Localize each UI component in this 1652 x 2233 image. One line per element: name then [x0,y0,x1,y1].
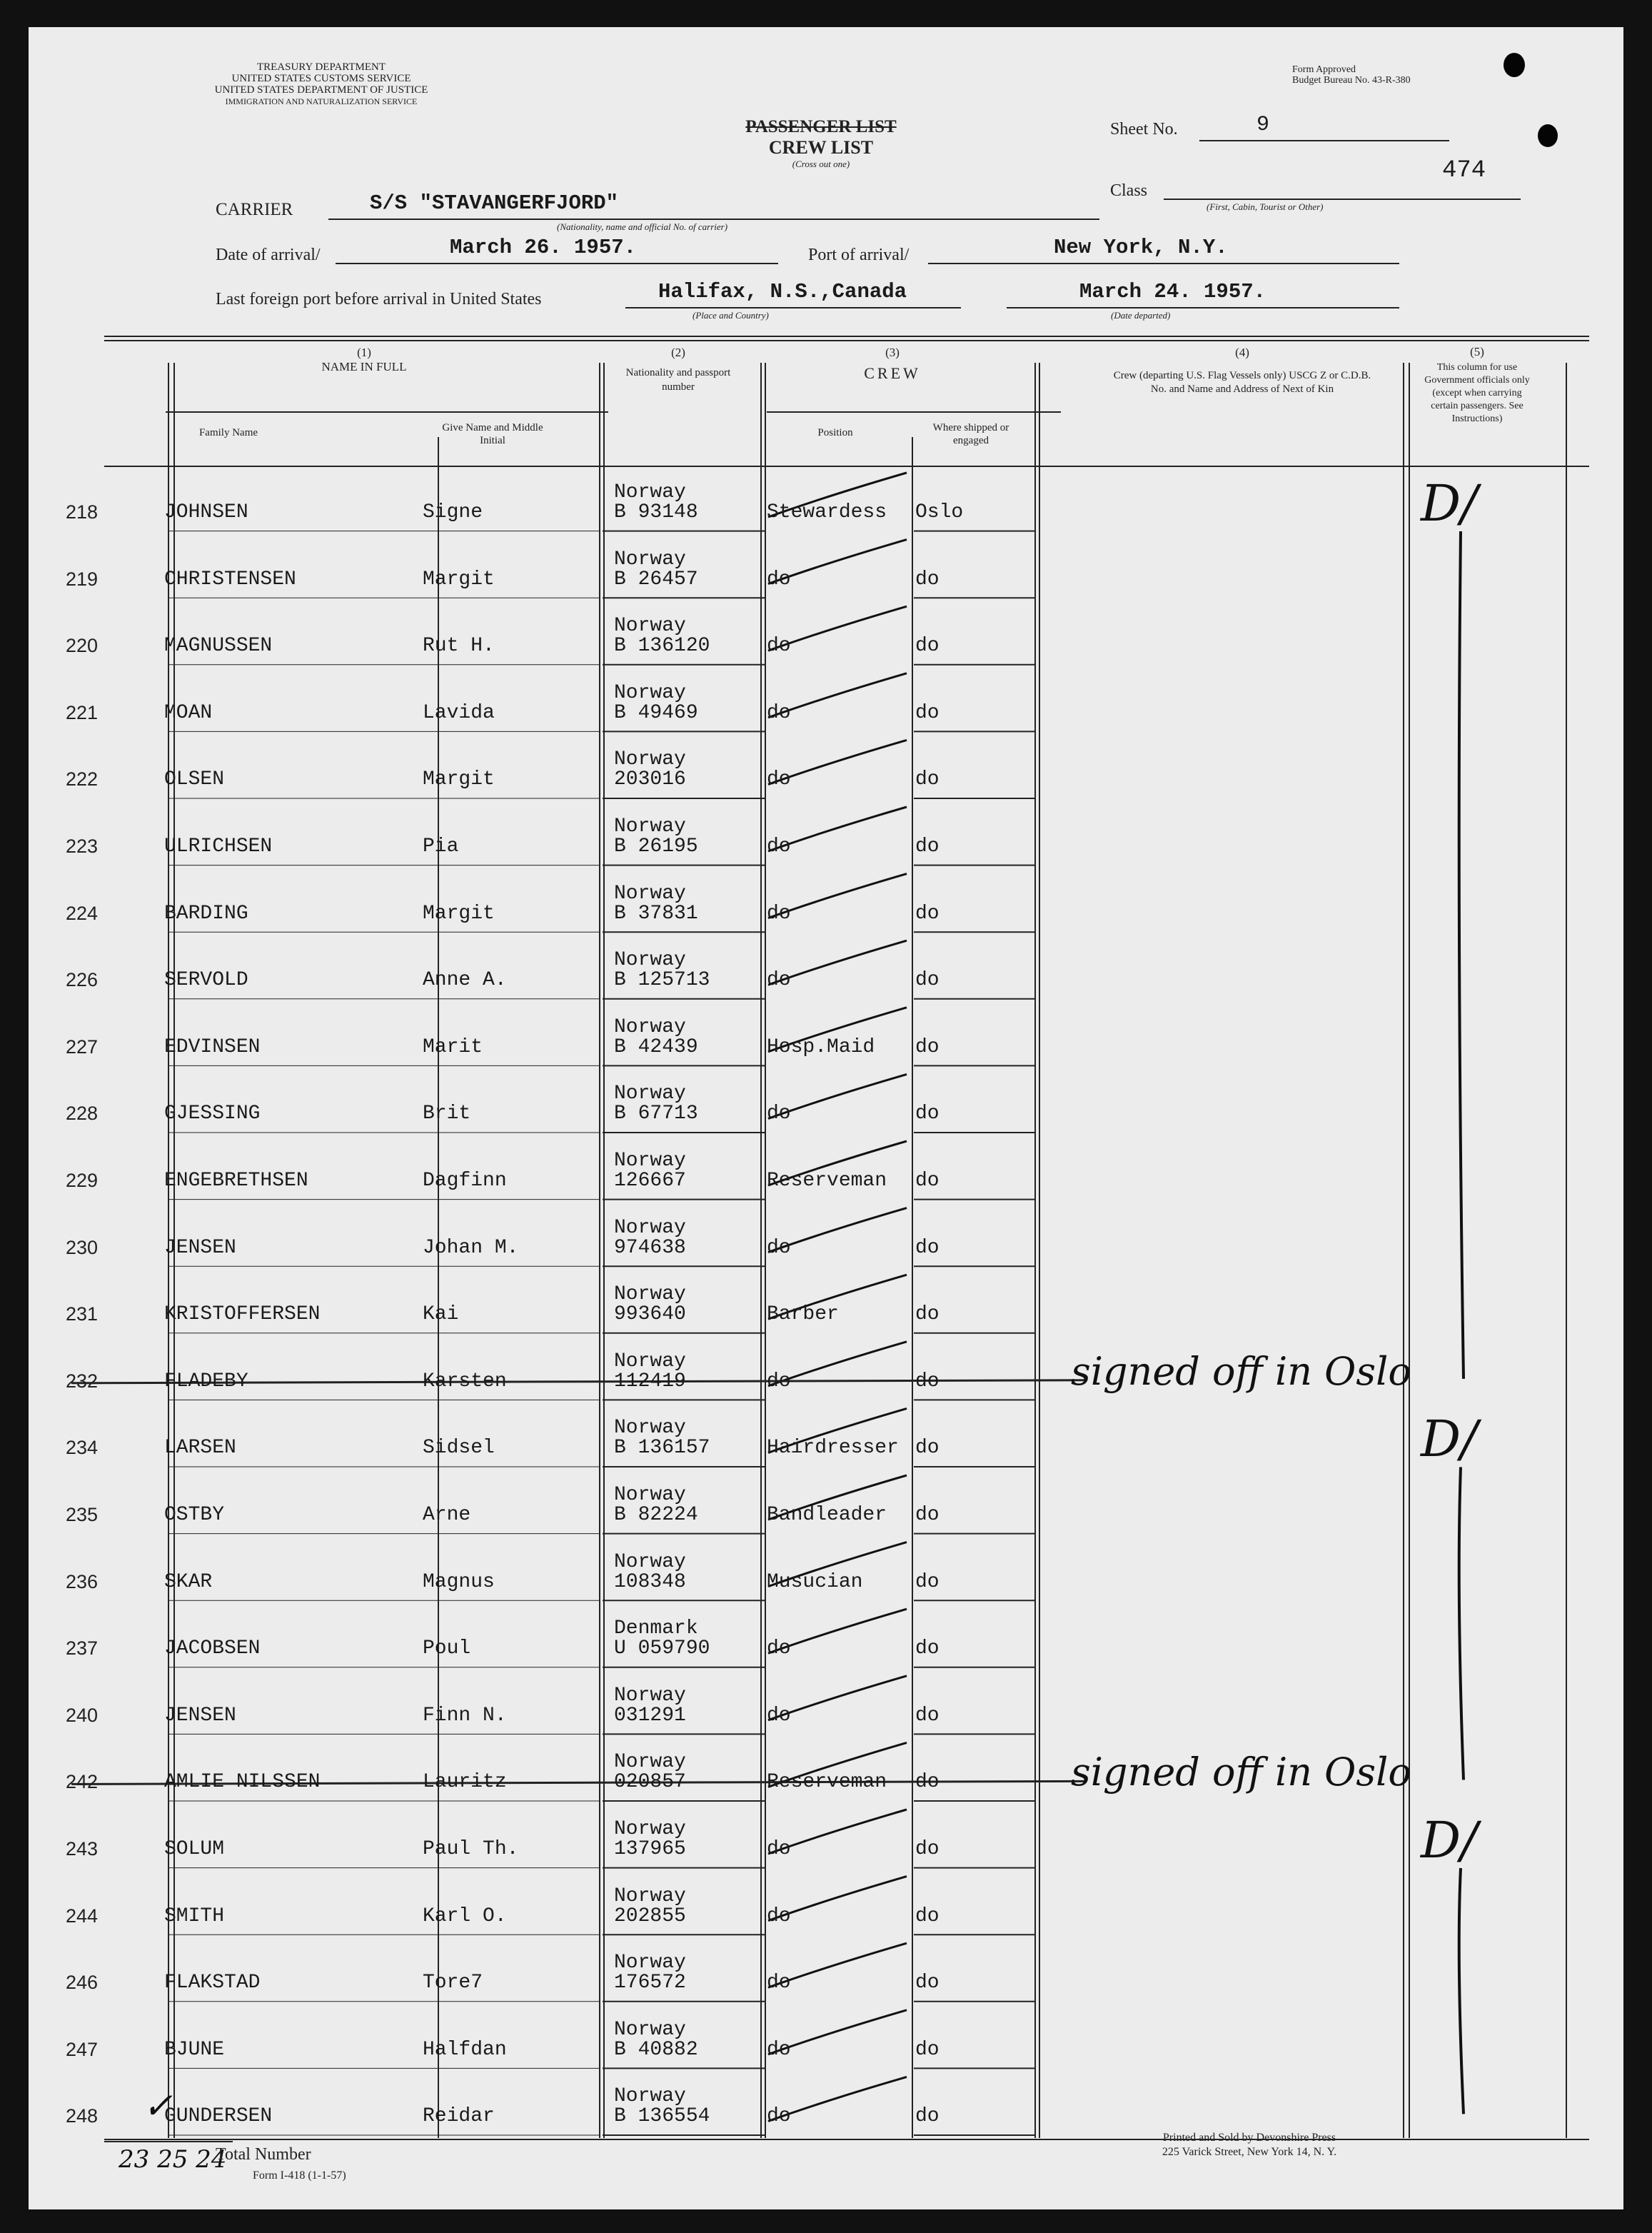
family-name: SKAR [164,1570,213,1593]
col2-title: Nationality and passport number [625,367,731,393]
nationality: Norway [614,2085,686,2108]
agency-line-3: UNITED STATES DEPARTMENT OF JUSTICE [214,84,428,96]
bracket-line [1459,1467,1464,1780]
passport-number: B 42439 [614,1035,698,1058]
nationality: Norway [614,548,686,571]
row-number: 231 [66,1303,99,1325]
family-name: FLADEBY [164,1370,248,1393]
passport-number: 203016 [614,768,686,791]
family-name: JOHNSEN [164,501,248,523]
agency-line-4: IMMIGRATION AND NATURALIZATION SERVICE [225,96,418,106]
where-shipped: Oslo [915,501,964,523]
nationality: Norway [614,816,686,838]
where-shipped: do [915,1370,940,1393]
col4-num: (4) [1235,346,1249,359]
page-stamp: 474 [1442,157,1486,184]
class-label: Class [1110,181,1148,200]
given-name: Signe [423,501,483,523]
row-number: 232 [66,1370,99,1392]
passport-number: B 26195 [614,836,698,858]
where-shipped: do [915,1236,940,1259]
position: do [767,768,791,791]
passport-number: B 49469 [614,701,698,724]
where-shipped: do [915,1170,940,1192]
given-name: Sidsel [423,1437,495,1460]
position: Bandleader [767,1504,887,1526]
form-approved-label: Form Approved [1292,64,1356,75]
passport-number: 020857 [614,1771,686,1794]
passport-number: 137965 [614,1838,686,1860]
printer [1078,2131,1421,2159]
row-number: 246 [66,1972,99,1994]
passenger-list-struck: PASSENGER LIST [745,117,897,136]
nationality: Norway [614,1350,686,1373]
table-grid [29,27,1623,2209]
row-number: 248 [66,2105,99,2127]
where-header: Where shipped or engaged [932,422,1009,446]
where-shipped: do [915,1704,940,1727]
family-name: SERVOLD [164,969,248,992]
check-mark: ✓ [143,2085,173,2127]
nationality: Denmark [614,1617,698,1640]
given-name: Tore7 [423,1972,483,1994]
budget-bureau: Budget Bureau No. 43-R-380 [1292,75,1411,86]
row-number: 226 [66,969,99,991]
row-number: 247 [66,2038,99,2060]
position: Reserveman [767,1771,887,1794]
position: do [767,1103,791,1125]
position: do [767,1972,791,1994]
nationality: Norway [614,1751,686,1774]
given-name: Poul [423,1637,471,1660]
nationality: Norway [614,882,686,905]
nationality: Norway [614,1216,686,1239]
position: do [767,568,791,591]
given-name: Paul Th. [423,1838,519,1860]
given-name: Karl O. [423,1905,507,1927]
position: do [767,701,791,724]
arrival-label: Date of arrival/ [216,246,321,264]
family-name: JENSEN [164,1236,236,1259]
given-name: Karsten [423,1370,507,1393]
row-number: 227 [66,1035,99,1058]
position: do [767,1637,791,1660]
position: do [767,2038,791,2061]
family-name: KRISTOFFERSEN [164,1303,321,1326]
where-shipped: do [915,902,940,925]
last-port-value: Halifax, N.S.,Canada [658,280,907,303]
row-number: 228 [66,1103,99,1125]
given-name: Pia [423,836,459,858]
passport-number: B 67713 [614,1103,698,1125]
family-name: SMITH [164,1905,225,1927]
carrier-note: (Nationality, name and official No. of carrier) [557,221,728,232]
nationality: Norway [614,1015,686,1038]
position: do [767,2105,791,2128]
date-departed-note: (Date departed) [1111,310,1171,321]
col5-num: (5) [1470,345,1484,358]
document-page [29,27,1623,2209]
where-shipped: do [915,568,940,591]
given-name: Anne A. [423,969,507,992]
sheet-label: Sheet No. [1110,120,1178,139]
nationality: Norway [614,1952,686,1974]
given-name: Marit [423,1035,483,1058]
where-shipped: do [915,2038,940,2061]
crew-list-title: CREW LIST [768,137,874,158]
port-label: Port of arrival/ [808,246,910,264]
where-shipped: do [915,1972,940,1994]
position: do [767,635,791,658]
given-name: Johan M. [423,1236,519,1259]
printer-address: 225 Varick Street, New York 14, N. Y. [1162,2146,1337,2158]
position: do [767,1236,791,1259]
bracket-line [1459,1868,1464,2114]
row-number: 219 [66,568,99,590]
position: Musucian [767,1570,863,1593]
position-header: Position [817,427,853,438]
family-name: OLSEN [164,768,225,791]
passport-number: 108348 [614,1570,686,1593]
where-shipped: do [915,1035,940,1058]
family-name: ENGEBRETHSEN [164,1170,308,1192]
d1-mark: D/ [1421,1811,1478,1870]
row-number: 243 [66,1838,99,1860]
class-note: (First, Cabin, Tourist or Other) [1207,201,1324,212]
given-name: Rut H. [423,635,495,658]
nationality: Norway [614,748,686,771]
nationality: Norway [614,481,686,503]
signed-off-note: signed off in Oslo [1071,1750,1411,1795]
row-number: 222 [66,768,99,791]
signed-off-note: signed off in Oslo [1071,1348,1411,1394]
given-name: Dagfinn [423,1170,507,1192]
row-number: 234 [66,1437,99,1459]
nationality: Norway [614,1417,686,1440]
nationality: Norway [614,681,686,704]
row-number: 229 [66,1170,99,1191]
family-name: BARDING [164,902,248,925]
carrier-label: CARRIER [216,200,293,219]
nationality: Norway [614,1684,686,1707]
position: do [767,1370,791,1393]
row-number: 235 [66,1504,99,1525]
col1-title: NAME IN FULL [321,360,407,373]
date-departed-value: March 24. 1957. [1079,280,1266,303]
nationality: Norway [614,2018,686,2041]
col4-title: Crew (departing U.S. Flag Vessels only) USCG Z or C.D.B. No. and Name and Address of Next of Kin [1113,370,1371,395]
passport-number: 126667 [614,1170,686,1192]
bracket-line [1459,531,1464,1379]
passport-number: B 93148 [614,501,698,523]
position: do [767,902,791,925]
family-name: JENSEN [164,1704,236,1727]
where-shipped: do [915,969,940,992]
family-name: JACOBSEN [164,1637,261,1660]
row-number: 236 [66,1570,99,1592]
passport-number: 993640 [614,1303,686,1326]
col5-title: This column for use Government officials only (except when carrying certain passengers. See Instructions) [1424,362,1530,424]
family-name: GUNDERSEN [164,2105,273,2128]
passport-number: B 136157 [614,1437,710,1460]
row-number: 224 [66,902,99,924]
passport-number: 112419 [614,1370,686,1393]
nationality: Norway [614,1885,686,1907]
passport-number: B 125713 [614,969,710,992]
family-name: EDVINSEN [164,1035,261,1058]
position: do [767,1704,791,1727]
where-shipped: do [915,2105,940,2128]
given-name: Margit [423,902,495,925]
passport-number: B 26457 [614,568,698,591]
d1-mark: D/ [1421,1410,1478,1469]
where-shipped: do [915,1504,940,1526]
row-number: 237 [66,1637,99,1660]
nationality: Norway [614,1484,686,1506]
family-name: ULRICHSEN [164,836,273,858]
row-number: 218 [66,501,99,523]
passport-number: 202855 [614,1905,686,1927]
arrival-value: March 26. 1957. [450,236,637,259]
given-name: Finn N. [423,1704,507,1727]
nationality: Norway [614,615,686,638]
col3-title: CREW [864,364,921,382]
given-name: Reidar [423,2105,495,2128]
nationality: Norway [614,1150,686,1172]
position: Reserveman [767,1170,887,1192]
family-name: CHRISTENSEN [164,568,296,591]
given-name: Arne [423,1504,471,1526]
passport-number: B 136120 [614,635,710,658]
passport-number: B 82224 [614,1504,698,1526]
agency-line-2: UNITED STATES CUSTOMS SERVICE [231,73,411,84]
position: do [767,969,791,992]
family-name: OSTBY [164,1504,225,1526]
given-name: Halfdan [423,2038,507,2061]
position: Stewardess [767,501,887,523]
row-number: 244 [66,1905,99,1927]
printed-by: Printed and Sold by Devonshire Press [1162,2132,1336,2144]
where-shipped: do [915,1303,940,1326]
where-shipped: do [915,1570,940,1593]
position: Barber [767,1303,839,1326]
family-name: MOAN [164,701,213,724]
given-name: Margit [423,568,495,591]
given-name: Kai [423,1303,459,1326]
nationality: Norway [614,949,686,972]
where-shipped: do [915,1771,940,1794]
cross-out-note: (Cross out one) [792,159,850,169]
family-name: SOLUM [164,1838,225,1860]
given-header: Give Name and Middle Initial [442,422,543,446]
col3-num: (3) [885,346,900,359]
passport-number: 031291 [614,1704,686,1727]
nationality: Norway [614,1083,686,1105]
where-shipped: do [915,635,940,658]
family-header: Family Name [198,427,258,438]
family-name: GJESSING [164,1103,261,1125]
row-number: 240 [66,1704,99,1726]
last-port-note: (Place and Country) [692,310,769,321]
passport-number: 176572 [614,1972,686,1994]
family-name: FLAKSTAD [164,1972,261,1994]
total-label: Total Number [216,2145,311,2164]
nationality: Norway [614,1550,686,1573]
position: do [767,1905,791,1927]
passport-number: U 059790 [614,1637,710,1660]
form-number: Form I-418 (1-1-57) [253,2169,346,2182]
passport-number: B 136554 [614,2105,710,2128]
row-number: 230 [66,1236,99,1258]
position: Hosp.Maid [767,1035,875,1058]
row-number: 220 [66,635,99,657]
where-shipped: do [915,1838,940,1860]
row-number: 223 [66,836,99,857]
given-name: Margit [423,768,495,791]
position: do [767,836,791,858]
given-name: Brit [423,1103,471,1125]
where-shipped: do [915,1637,940,1660]
passport-number: B 37831 [614,902,698,925]
where-shipped: do [915,1437,940,1460]
last-port-label: Last foreign port before arrival in United States [216,290,542,308]
row-number: 242 [66,1771,99,1793]
agency-line-1: TREASURY DEPARTMENT [256,61,386,73]
total-handwritten: 23 25 24 [119,2145,227,2174]
family-name: BJUNE [164,2038,225,2061]
where-shipped: do [915,836,940,858]
row-number: 221 [66,701,99,723]
given-name: Lavida [423,701,495,724]
where-shipped: do [915,701,940,724]
nationality: Norway [614,1283,686,1306]
passport-number: 974638 [614,1236,686,1259]
col2-num: (2) [671,346,685,359]
port-value: New York, N.Y. [1054,236,1228,259]
given-name: Magnus [423,1570,495,1593]
position: do [767,1838,791,1860]
sheet-number: 9 [1256,113,1270,137]
family-name: MAGNUSSEN [164,635,273,658]
given-name: Lauritz [423,1771,507,1794]
d1-mark: D/ [1421,474,1478,533]
carrier-value: S/S "STAVANGERFJORD" [370,191,619,215]
nationality: Norway [614,1818,686,1840]
where-shipped: do [915,1103,940,1125]
passport-number: B 40882 [614,2038,698,2061]
family-name: LARSEN [164,1437,236,1460]
col1-num: (1) [357,346,371,359]
position: Hairdresser [767,1437,899,1460]
family-name: AMLIE NILSSEN [164,1771,321,1794]
where-shipped: do [915,1905,940,1927]
where-shipped: do [915,768,940,791]
